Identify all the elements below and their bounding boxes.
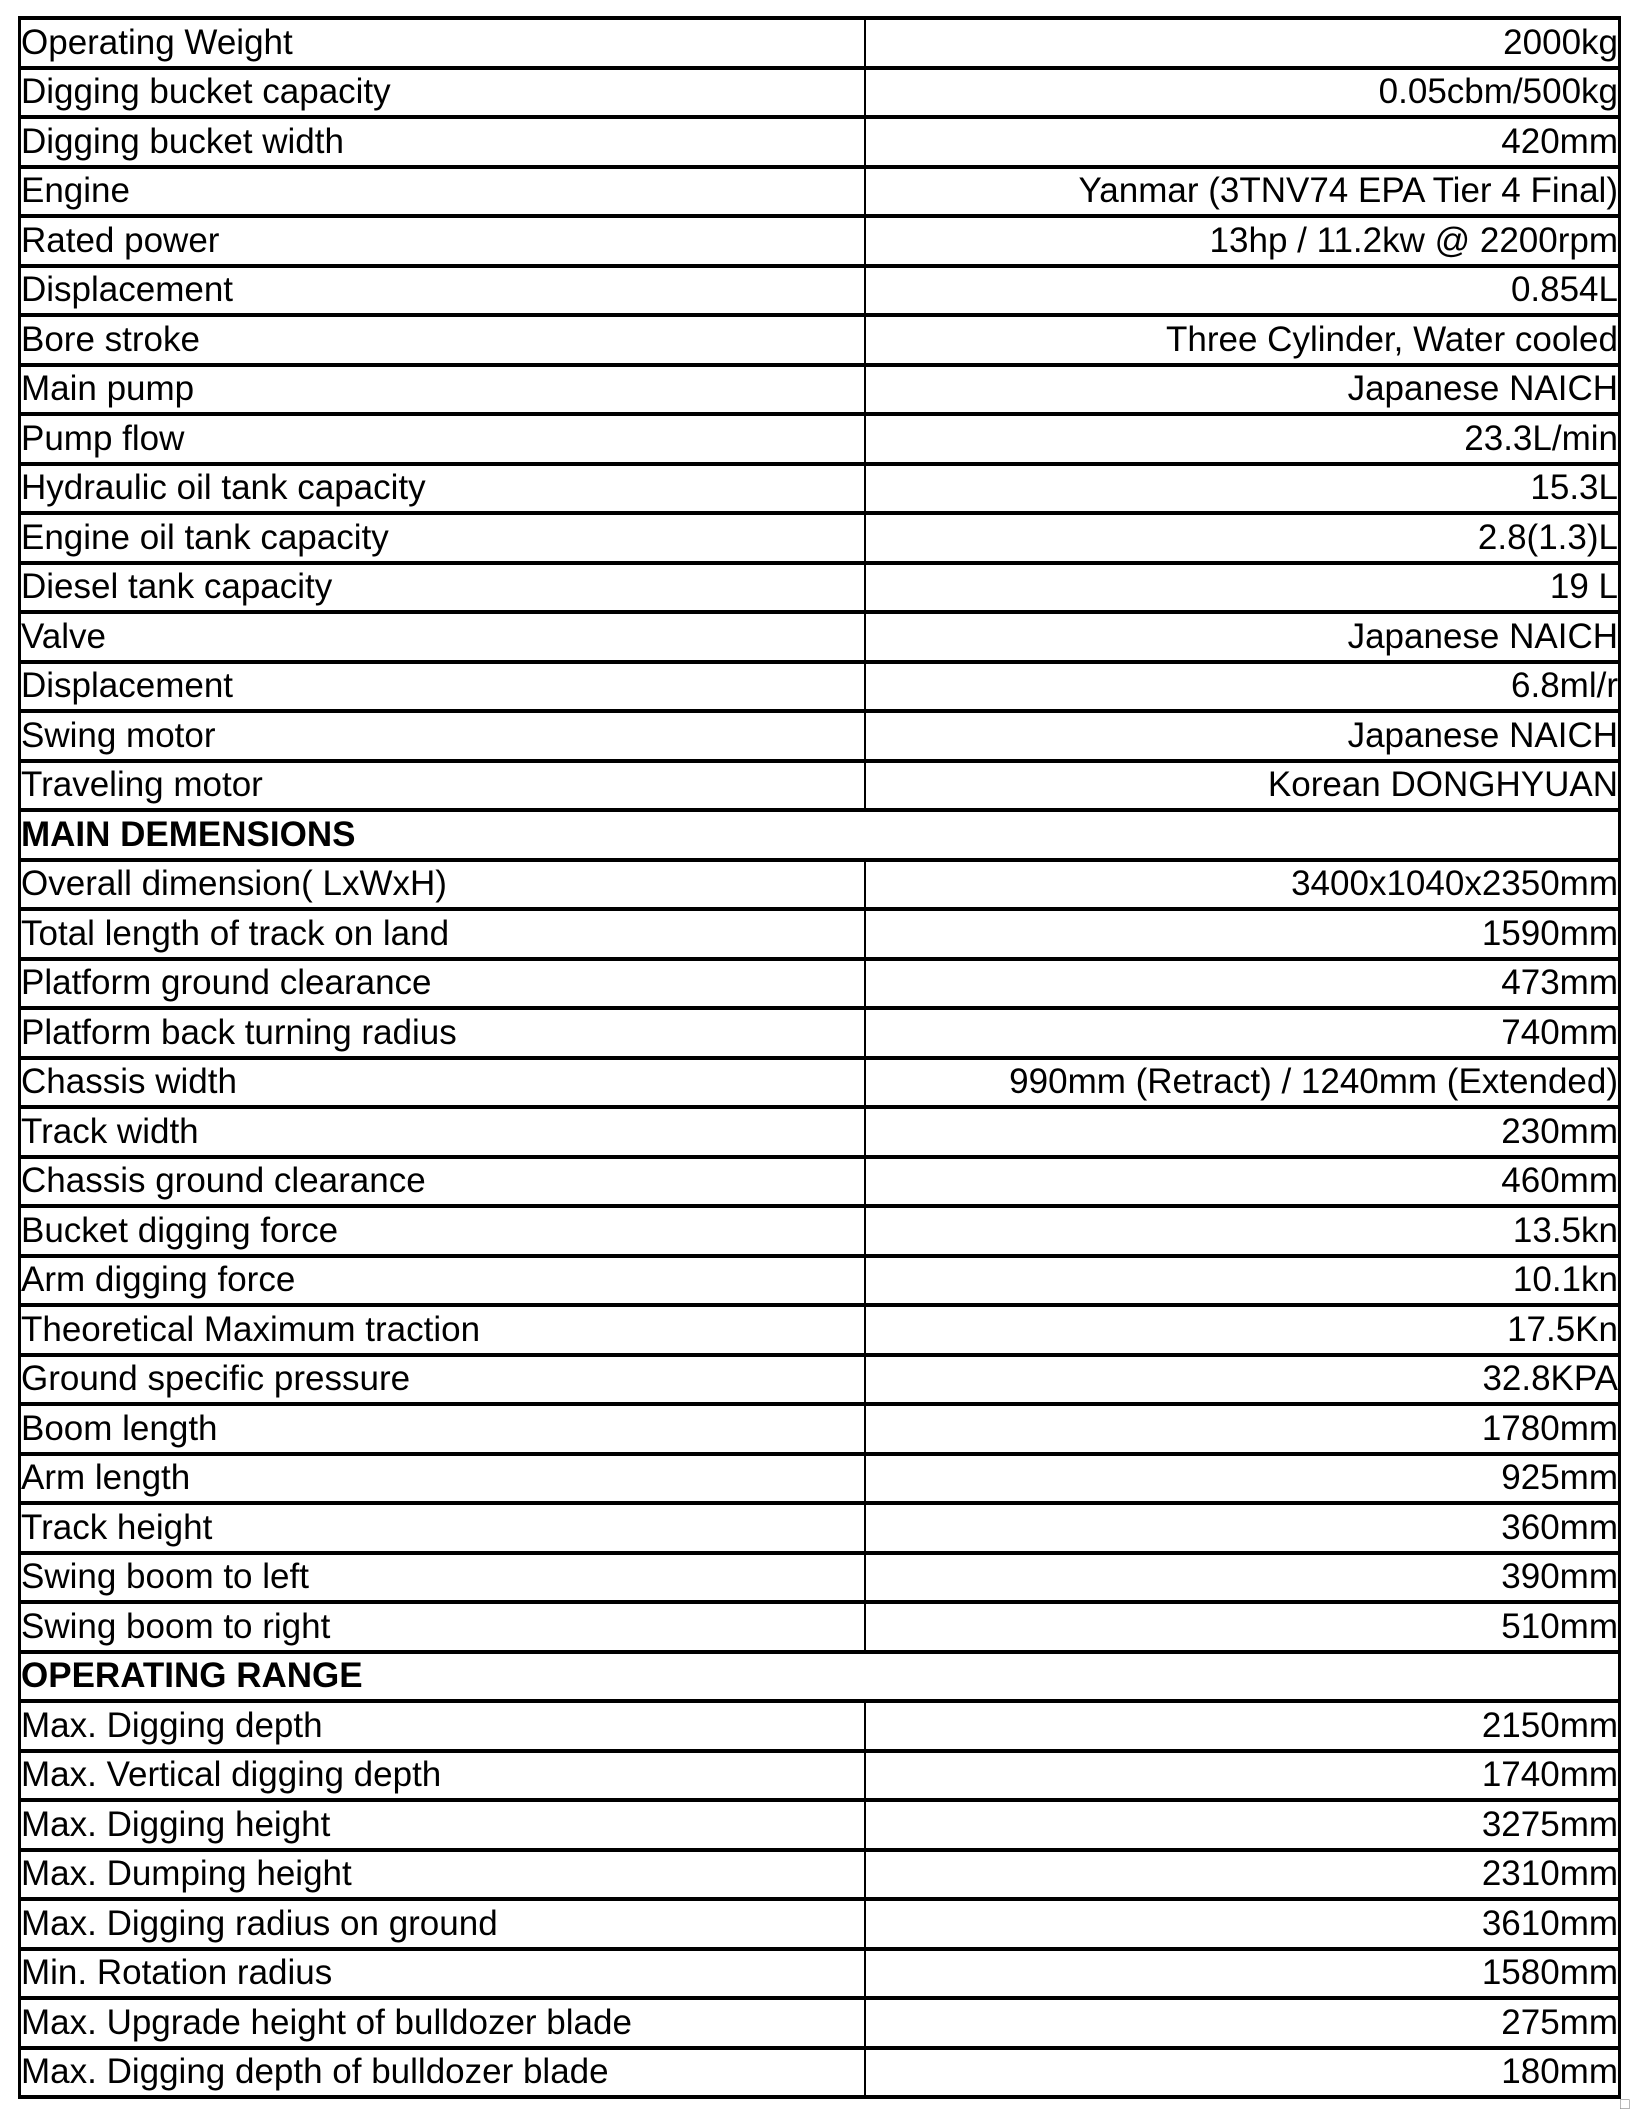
spec-value: 990mm (Retract) / 1240mm (Extended) — [865, 1058, 1620, 1108]
spec-table-body — [20, 18, 1620, 2097]
spec-row — [20, 315, 1620, 365]
spec-value: 13.5kn — [865, 1206, 1620, 1256]
spec-label: Engine — [20, 167, 865, 217]
spec-value: 23.3L/min — [865, 414, 1620, 464]
spec-label: Max. Digging depth — [20, 1701, 865, 1751]
spec-value: 1590mm — [865, 909, 1620, 959]
spec-value: 925mm — [865, 1454, 1620, 1504]
spec-value: Japanese NAICH — [865, 711, 1620, 761]
spec-row — [20, 711, 1620, 761]
spec-label: Displacement — [20, 662, 865, 712]
spec-label: Max. Digging radius on ground — [20, 1899, 865, 1949]
spec-row — [20, 1850, 1620, 1900]
spec-label: Swing boom to left — [20, 1553, 865, 1603]
spec-value: 360mm — [865, 1503, 1620, 1553]
spec-label: Digging bucket capacity — [20, 68, 865, 118]
spec-row — [20, 1256, 1620, 1306]
spec-value: 3400x1040x2350mm — [865, 860, 1620, 910]
spec-row — [20, 1058, 1620, 1108]
spec-label: Max. Digging depth of bulldozer blade — [20, 2048, 865, 2098]
spec-label: Traveling motor — [20, 761, 865, 811]
spec-row — [20, 1899, 1620, 1949]
spec-row — [20, 1206, 1620, 1256]
spec-label: Bore stroke — [20, 315, 865, 365]
spec-label: Max. Dumping height — [20, 1850, 865, 1900]
spec-row — [20, 1404, 1620, 1454]
spec-label: Chassis ground clearance — [20, 1157, 865, 1207]
spec-value: 0.854L — [865, 266, 1620, 316]
spec-value: 19 L — [865, 563, 1620, 613]
spec-label: Boom length — [20, 1404, 865, 1454]
spec-row — [20, 1602, 1620, 1652]
spec-row — [20, 167, 1620, 217]
spec-row — [20, 1949, 1620, 1999]
spec-row — [20, 563, 1620, 613]
spec-value: Korean DONGHYUAN — [865, 761, 1620, 811]
spec-row — [20, 117, 1620, 167]
spec-label: Pump flow — [20, 414, 865, 464]
spec-row — [20, 266, 1620, 316]
section-header: OPERATING RANGE — [20, 1652, 1620, 1702]
spec-row — [20, 365, 1620, 415]
spec-value: 17.5Kn — [865, 1305, 1620, 1355]
section-header-row — [20, 810, 1620, 860]
spec-value: 230mm — [865, 1107, 1620, 1157]
spec-row — [20, 662, 1620, 712]
missing-glyph-box: □ — [1620, 2096, 1630, 2113]
spec-row — [20, 1503, 1620, 1553]
spec-row — [20, 1157, 1620, 1207]
section-header: MAIN DEMENSIONS — [20, 810, 1620, 860]
spec-label: Max. Vertical digging depth — [20, 1751, 865, 1801]
spec-label: Rated power — [20, 216, 865, 266]
spec-value: 1740mm — [865, 1751, 1620, 1801]
spec-row — [20, 216, 1620, 266]
spec-value: 510mm — [865, 1602, 1620, 1652]
spec-value: 1780mm — [865, 1404, 1620, 1454]
spec-label: Swing boom to right — [20, 1602, 865, 1652]
spec-label: Engine oil tank capacity — [20, 513, 865, 563]
spec-label: Swing motor — [20, 711, 865, 761]
spec-label: Ground specific pressure — [20, 1355, 865, 1405]
spec-row — [20, 1008, 1620, 1058]
spec-row — [20, 860, 1620, 910]
spec-value: 390mm — [865, 1553, 1620, 1603]
spec-row — [20, 2048, 1620, 2098]
spec-value: 740mm — [865, 1008, 1620, 1058]
spec-row — [20, 513, 1620, 563]
spec-value: Japanese NAICH — [865, 365, 1620, 415]
spec-value: 13hp / 11.2kw @ 2200rpm — [865, 216, 1620, 266]
spec-label: Hydraulic oil tank capacity — [20, 464, 865, 514]
spec-value: 180mm — [865, 2048, 1620, 2098]
spec-value: 2150mm — [865, 1701, 1620, 1751]
spec-value: 2310mm — [865, 1850, 1620, 1900]
spec-label: Main pump — [20, 365, 865, 415]
spec-value: 10.1kn — [865, 1256, 1620, 1306]
spec-value: 6.8ml/r — [865, 662, 1620, 712]
spec-value: 1580mm — [865, 1949, 1620, 1999]
spec-label: Displacement — [20, 266, 865, 316]
spec-label: Valve — [20, 612, 865, 662]
spec-row — [20, 1454, 1620, 1504]
spec-label: Chassis width — [20, 1058, 865, 1108]
spec-value: 275mm — [865, 1998, 1620, 2048]
spec-value: 460mm — [865, 1157, 1620, 1207]
spec-label: Arm length — [20, 1454, 865, 1504]
spec-value: 420mm — [865, 117, 1620, 167]
spec-label: Diesel tank capacity — [20, 563, 865, 613]
spec-row — [20, 464, 1620, 514]
spec-label: Bucket digging force — [20, 1206, 865, 1256]
spec-label: Platform ground clearance — [20, 959, 865, 1009]
spec-label: Track height — [20, 1503, 865, 1553]
spec-label: Theoretical Maximum traction — [20, 1305, 865, 1355]
spec-row — [20, 1355, 1620, 1405]
spec-label: Max. Upgrade height of bulldozer blade — [20, 1998, 865, 2048]
spec-row — [20, 414, 1620, 464]
spec-value: 0.05cbm/500kg — [865, 68, 1620, 118]
spec-label: Total length of track on land — [20, 909, 865, 959]
spec-row — [20, 909, 1620, 959]
spec-row — [20, 68, 1620, 118]
spec-row — [20, 1751, 1620, 1801]
spec-row — [20, 761, 1620, 811]
spec-value: Three Cylinder, Water cooled — [865, 315, 1620, 365]
spec-value: 2000kg — [865, 18, 1620, 68]
spec-label: Operating Weight — [20, 18, 865, 68]
spec-value: Japanese NAICH — [865, 612, 1620, 662]
spec-label: Platform back turning radius — [20, 1008, 865, 1058]
spec-row — [20, 612, 1620, 662]
spec-row — [20, 1800, 1620, 1850]
spec-value: 3610mm — [865, 1899, 1620, 1949]
spec-row — [20, 959, 1620, 1009]
spec-value: 473mm — [865, 959, 1620, 1009]
spec-label: Overall dimension( LxWxH) — [20, 860, 865, 910]
spec-value: 15.3L — [865, 464, 1620, 514]
spec-label: Min. Rotation radius — [20, 1949, 865, 1999]
spec-row — [20, 18, 1620, 68]
section-header-row — [20, 1652, 1620, 1702]
spec-row — [20, 1553, 1620, 1603]
spec-label: Arm digging force — [20, 1256, 865, 1306]
spec-value: 3275mm — [865, 1800, 1620, 1850]
spec-value: Yanmar (3TNV74 EPA Tier 4 Final) — [865, 167, 1620, 217]
spec-row — [20, 1107, 1620, 1157]
spec-label: Max. Digging height — [20, 1800, 865, 1850]
spec-value: 2.8(1.3)L — [865, 513, 1620, 563]
spec-value: 32.8KPA — [865, 1355, 1620, 1405]
spec-row — [20, 1305, 1620, 1355]
spec-table — [18, 16, 1621, 2099]
spec-label: Digging bucket width — [20, 117, 865, 167]
spec-row — [20, 1998, 1620, 2048]
spec-row — [20, 1701, 1620, 1751]
spec-label: Track width — [20, 1107, 865, 1157]
